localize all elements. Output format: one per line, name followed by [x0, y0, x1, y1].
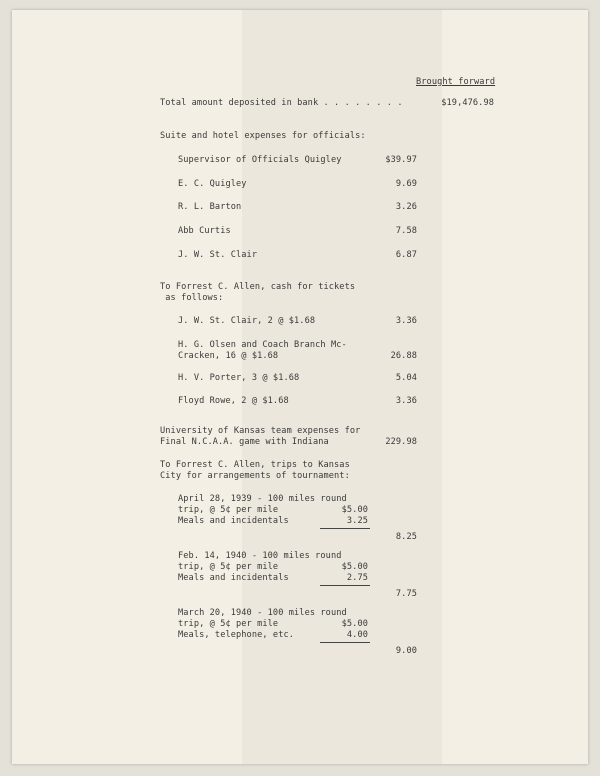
- trip-line: April 28, 1939 - 100 miles round: [178, 494, 347, 504]
- trip-total: 9.00: [395, 646, 417, 656]
- total-deposited-label: Total amount deposited in bank . . . . . . . .: [160, 98, 403, 108]
- ticket-item-amount: 26.88: [390, 351, 417, 361]
- suite-item-amount: 9.69: [395, 179, 417, 189]
- document-page: [12, 10, 588, 764]
- suite-item-name: E. C. Quigley: [178, 179, 247, 189]
- trip-total: 7.75: [395, 589, 417, 599]
- brought-forward-label: Brought forward: [416, 77, 496, 87]
- ticket-item-line: Cracken, 16 @ $1.68: [178, 351, 279, 361]
- suite-item-amount: 6.87: [395, 250, 417, 260]
- trip-line: March 20, 1940 - 100 miles round: [178, 608, 347, 618]
- ticket-item-line: J. W. St. Clair, 2 @ $1.68: [178, 316, 316, 326]
- ticket-item-amount: 3.36: [395, 316, 417, 326]
- trip-line-amount: 3.25: [346, 516, 368, 526]
- trip-line: Feb. 14, 1940 - 100 miles round: [178, 551, 342, 561]
- trip-subtotal-rule: [320, 528, 370, 529]
- trip-line: Meals and incidentals: [178, 516, 289, 526]
- trip-line-amount: $5.00: [341, 619, 368, 629]
- suite-item-name: Supervisor of Officials Quigley: [178, 155, 342, 165]
- suite-heading: Suite and hotel expenses for officials:: [160, 131, 366, 141]
- ticket-item-line: H. G. Olsen and Coach Branch Mc-: [178, 340, 347, 350]
- trip-line-amount: $5.00: [341, 562, 368, 572]
- trip-line: trip, @ 5¢ per mile: [178, 562, 279, 572]
- kansas-expense-line-1: University of Kansas team expenses for: [160, 426, 361, 436]
- trip-line: trip, @ 5¢ per mile: [178, 619, 279, 629]
- tickets-heading-line-1: To Forrest C. Allen, cash for tickets: [160, 282, 356, 292]
- suite-item-name: J. W. St. Clair: [178, 250, 258, 260]
- total-deposited-amount: $19,476.98: [441, 98, 494, 108]
- trips-heading-line-2: City for arrangements of tournament:: [160, 471, 350, 481]
- suite-item-name: Abb Curtis: [178, 226, 231, 236]
- suite-item-name: R. L. Barton: [178, 202, 242, 212]
- ticket-item-line: Floyd Rowe, 2 @ $1.68: [178, 396, 289, 406]
- trip-line: trip, @ 5¢ per mile: [178, 505, 279, 515]
- kansas-expense-line-2: Final N.C.A.A. game with Indiana: [160, 437, 329, 447]
- suite-item-amount: 3.26: [395, 202, 417, 212]
- suite-item-amount: $39.97: [385, 155, 417, 165]
- kansas-expense-amount: 229.98: [385, 437, 417, 447]
- trip-line-amount: 4.00: [346, 630, 368, 640]
- trip-line-amount: 2.75: [346, 573, 368, 583]
- trips-heading-line-1: To Forrest C. Allen, trips to Kansas: [160, 460, 350, 470]
- trip-line-amount: $5.00: [341, 505, 368, 515]
- ticket-item-amount: 3.36: [395, 396, 417, 406]
- suite-item-amount: 7.58: [395, 226, 417, 236]
- trip-subtotal-rule: [320, 642, 370, 643]
- ticket-item-line: H. V. Porter, 3 @ $1.68: [178, 373, 300, 383]
- trip-subtotal-rule: [320, 585, 370, 586]
- trip-line: Meals, telephone, etc.: [178, 630, 295, 640]
- ticket-item-amount: 5.04: [395, 373, 417, 383]
- tickets-heading-line-2: as follows:: [160, 293, 224, 303]
- trip-total: 8.25: [395, 532, 417, 542]
- trip-line: Meals and incidentals: [178, 573, 289, 583]
